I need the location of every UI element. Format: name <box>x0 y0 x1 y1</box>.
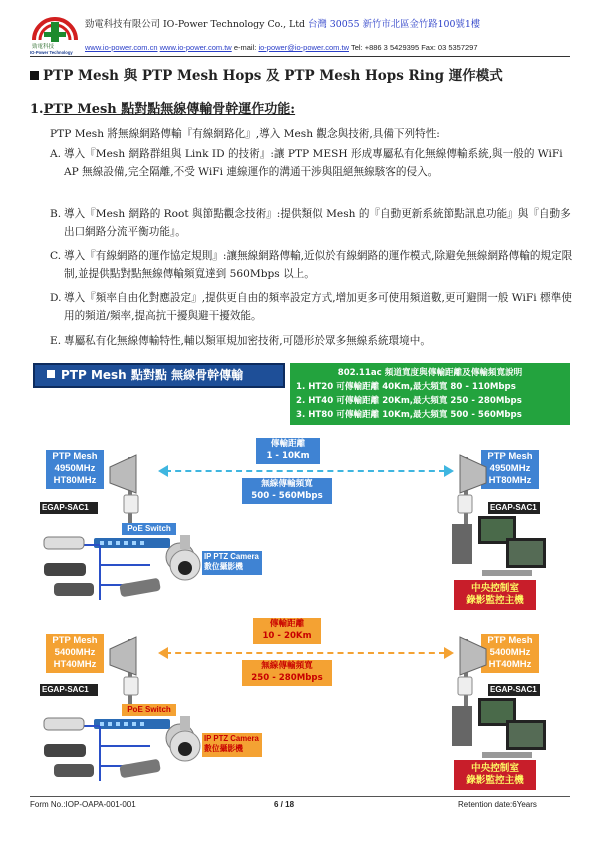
right-node-label: PTP Mesh 4950MHz HT80MHz <box>481 450 539 489</box>
page-number: 6 / 18 <box>274 800 295 809</box>
switch-label: PoE Switch <box>122 704 176 716</box>
phone-fax: Tel: +886 3 5429395 Fax: 03 5357297 <box>350 43 478 52</box>
feature-item-a: A. 導入『Mesh 網路群組與 Link ID 的技術』:讓 PTP MESH 形成專屬私有化無線傳輸系統,與一般的 WiFi AP 無線設備,完全隔離,不受 WiFi 連線運作的溝通干涉與阻絕無線駭客的侵入。 <box>50 148 563 178</box>
company-line <box>85 16 480 30</box>
ptz-camera-icon <box>168 535 202 590</box>
distance-label: 傳輸距離 10 - 20Km <box>253 618 321 644</box>
ptz-camera-icon <box>168 716 202 771</box>
bandwidth-label: 無線傳輸頻寬 250 - 280Mbps <box>242 660 332 686</box>
dish-antenna-icon <box>106 629 156 709</box>
email-link[interactable]: io-power@io-power.com.tw <box>258 43 349 52</box>
logo-text-en: IO-Power Technology <box>30 50 73 55</box>
form-number: Form No.:IOP-OAPA-001-001 <box>30 800 136 809</box>
header-divider <box>30 56 570 57</box>
right-node-label: PTP Mesh 5400MHz HT40MHz <box>481 634 539 673</box>
spec-box <box>290 363 570 425</box>
diagram-banner: PTP Mesh 點對點 無線骨幹傳輸 <box>33 363 285 388</box>
spec-line: 2. HT40 可傳輸距離 20Km,最大頻寬 250 - 280Mbps <box>296 396 522 406</box>
section-intro: PTP Mesh 將無線網路傳輸『有線網路化』,導入 Mesh 觀念與技術,具備下列特性: <box>50 128 440 140</box>
control-room-icon <box>452 696 552 762</box>
bullet-square-icon <box>30 71 39 80</box>
website-link-cn[interactable]: www.io-power.com.cn <box>85 43 158 52</box>
camera-label: IP PTZ Camera 數位攝影機 <box>202 551 262 575</box>
feature-item-d: D. 導入『頻率自由化對應設定』,提供更自由的頻率設定方式,增加更多可使用頻道數,更可避開一般 WiFi 標準使用的頻道/頻率,提高抗干擾與避干擾效能。 <box>50 292 572 322</box>
section-title: PTP Mesh 點對點無線傳輸骨幹運作功能: <box>43 102 296 117</box>
camera-label: IP PTZ Camera 數位攝影機 <box>202 733 262 757</box>
spec-title: 802.11ac 頻道寬度與傳輸距離及傳輸頻寬說明 <box>337 368 523 378</box>
section-heading <box>30 98 295 117</box>
switch-label: PoE Switch <box>122 523 176 535</box>
page-header <box>30 10 570 60</box>
website-link-tw[interactable]: www.io-power.com.tw <box>159 43 232 52</box>
bandwidth-label: 無線傳輸頻寬 500 - 560Mbps <box>242 478 332 504</box>
control-room-icon <box>452 514 552 589</box>
arrow-icon <box>158 646 454 660</box>
arrow-icon <box>158 464 454 478</box>
feature-item-c: C. 導入『有線網路的運作協定規則』:讓無線網路傳輸,近似於有線網路的運作模式,除避免無線網路傳輸的規定限制,並提供點對點無線傳輸頻寬達到 560Mbps 以上。 <box>50 250 573 280</box>
feature-item-e: E. 專屬私有化無線傳輸特性,輔以類軍規加密技術,可隱形於眾多無線系統環境中。 <box>50 335 431 347</box>
control-room-label: 中央控制室 錄影監控主機 <box>454 760 536 790</box>
distance-label: 傳輸距離 1 - 10Km <box>256 438 320 464</box>
company-address: 台灣 30055 新竹市北區金竹路100號1樓 <box>308 19 481 30</box>
retention-date: Retention date:6Years <box>458 800 537 809</box>
dish-antenna-icon <box>106 447 156 527</box>
contact-line <box>85 43 478 52</box>
left-node-label: PTP Mesh 5400MHz HT40MHz <box>46 634 104 673</box>
page-title: PTP Mesh 與 PTP Mesh Hops 及 PTP Mesh Hops Ring 運作模式 <box>30 64 503 84</box>
section-number: 1. <box>30 102 44 117</box>
company-name: 勁電科技有限公司 IO-Power Technology Co., Ltd <box>85 19 306 30</box>
spec-line: 1. HT20 可傳輸距離 40Km,最大頻寬 80 - 110Mbps <box>296 382 516 392</box>
logo-text: 勁電科技 <box>32 44 55 50</box>
device-label: EGAP-SAC1 <box>40 502 98 514</box>
email-label: e-mail: <box>233 43 257 52</box>
device-label: EGAP-SAC1 <box>488 502 540 514</box>
left-node-label: PTP Mesh 4950MHz HT80MHz <box>46 450 104 489</box>
device-label: EGAP-SAC1 <box>488 684 540 696</box>
bullet-square-icon <box>47 370 55 378</box>
control-room-label: 中央控制室 錄影監控主機 <box>454 580 536 610</box>
device-label: EGAP-SAC1 <box>40 684 98 696</box>
footer-divider <box>30 796 570 797</box>
spec-line: 3. HT80 可傳輸距離 10Km,最大頻寬 500 - 560Mbps <box>296 410 522 420</box>
feature-item-b: B. 導入『Mesh 網路的 Root 與節點觀念技術』:提供類似 Mesh 的『自動更新系統節點訊息功能』與『自動多出口網路分流平衡功能』。 <box>50 208 571 238</box>
